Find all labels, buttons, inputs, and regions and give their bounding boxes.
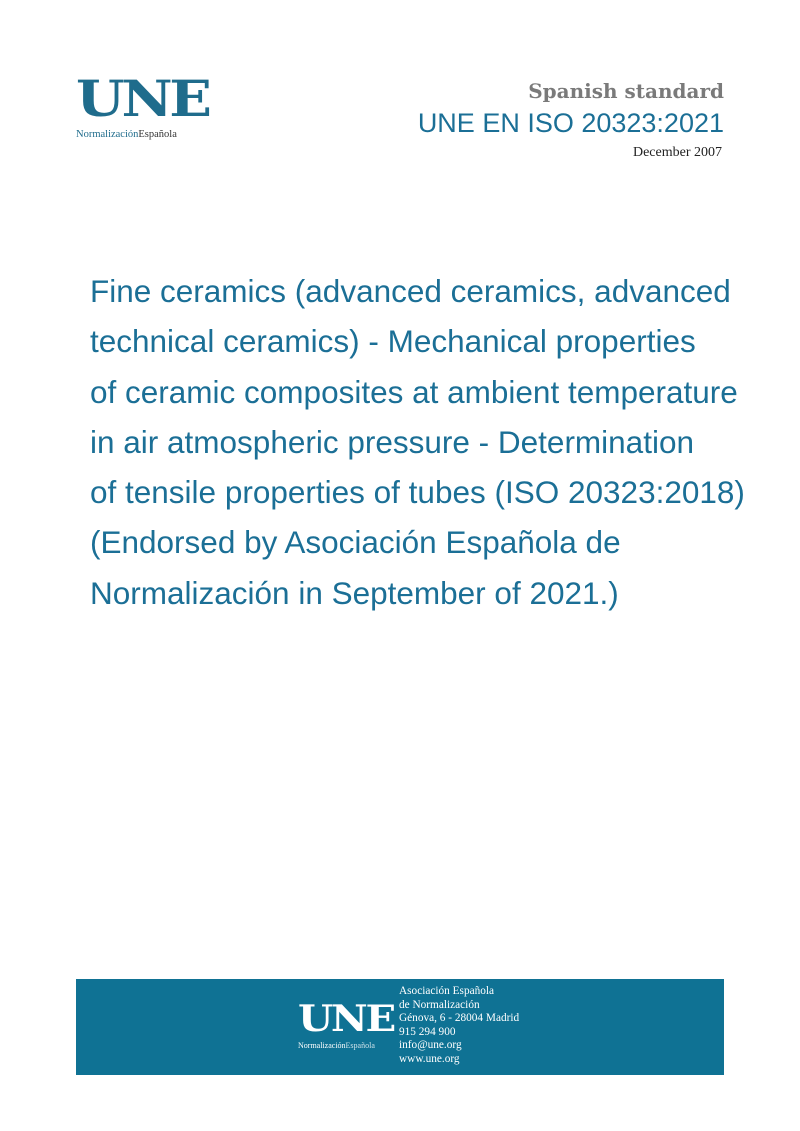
- footer-logo-subtitle-part2: Española: [345, 1041, 375, 1050]
- footer-logo-subtitle-part1: Normalización: [298, 1041, 346, 1050]
- address: Génova, 6 - 28004 Madrid: [399, 1012, 520, 1025]
- org-name-line1: Asociación Española: [399, 985, 495, 997]
- logo-subtitle-part2: Española: [138, 129, 177, 140]
- website-link[interactable]: www.une.org: [399, 1052, 460, 1065]
- email-link[interactable]: info@une.org: [399, 1039, 462, 1052]
- footer-logo-mark: UNE: [298, 998, 395, 1040]
- title-line: Fine ceramics (advanced ceramics, advanced: [90, 273, 731, 309]
- org-name-line2: de Normalización: [399, 998, 480, 1011]
- footer-logo-subtitle: [298, 1041, 384, 1050]
- logo-subtitle: [76, 129, 206, 140]
- title-line: (Endorsed by Asociación Española de: [90, 524, 621, 561]
- logo-subtitle-part1: Normalización: [76, 129, 139, 140]
- title-line: of tensile properties of tubes (ISO 20323:2018): [90, 474, 745, 511]
- standard-header: [418, 78, 724, 161]
- document-title: [90, 266, 790, 618]
- title-line: in air atmospheric pressure - Determination: [90, 423, 694, 460]
- standard-code: UNE EN ISO 20323:2021: [417, 108, 724, 138]
- standard-label: Spanish standard: [528, 79, 724, 103]
- contact-info: [399, 985, 519, 1067]
- logo-mark: UNE: [76, 69, 209, 128]
- footer-banner: [76, 979, 724, 1075]
- title-line: technical ceramics) - Mechanical properties: [90, 323, 696, 360]
- footer-logo: [298, 998, 395, 1050]
- standard-date: December 2007: [632, 145, 722, 160]
- une-logo: [76, 69, 209, 144]
- phone: 915 294 900: [399, 1025, 456, 1038]
- title-line: of ceramic composites at ambient temperature: [90, 373, 738, 410]
- title-line: Normalización in September of 2021.): [90, 574, 619, 611]
